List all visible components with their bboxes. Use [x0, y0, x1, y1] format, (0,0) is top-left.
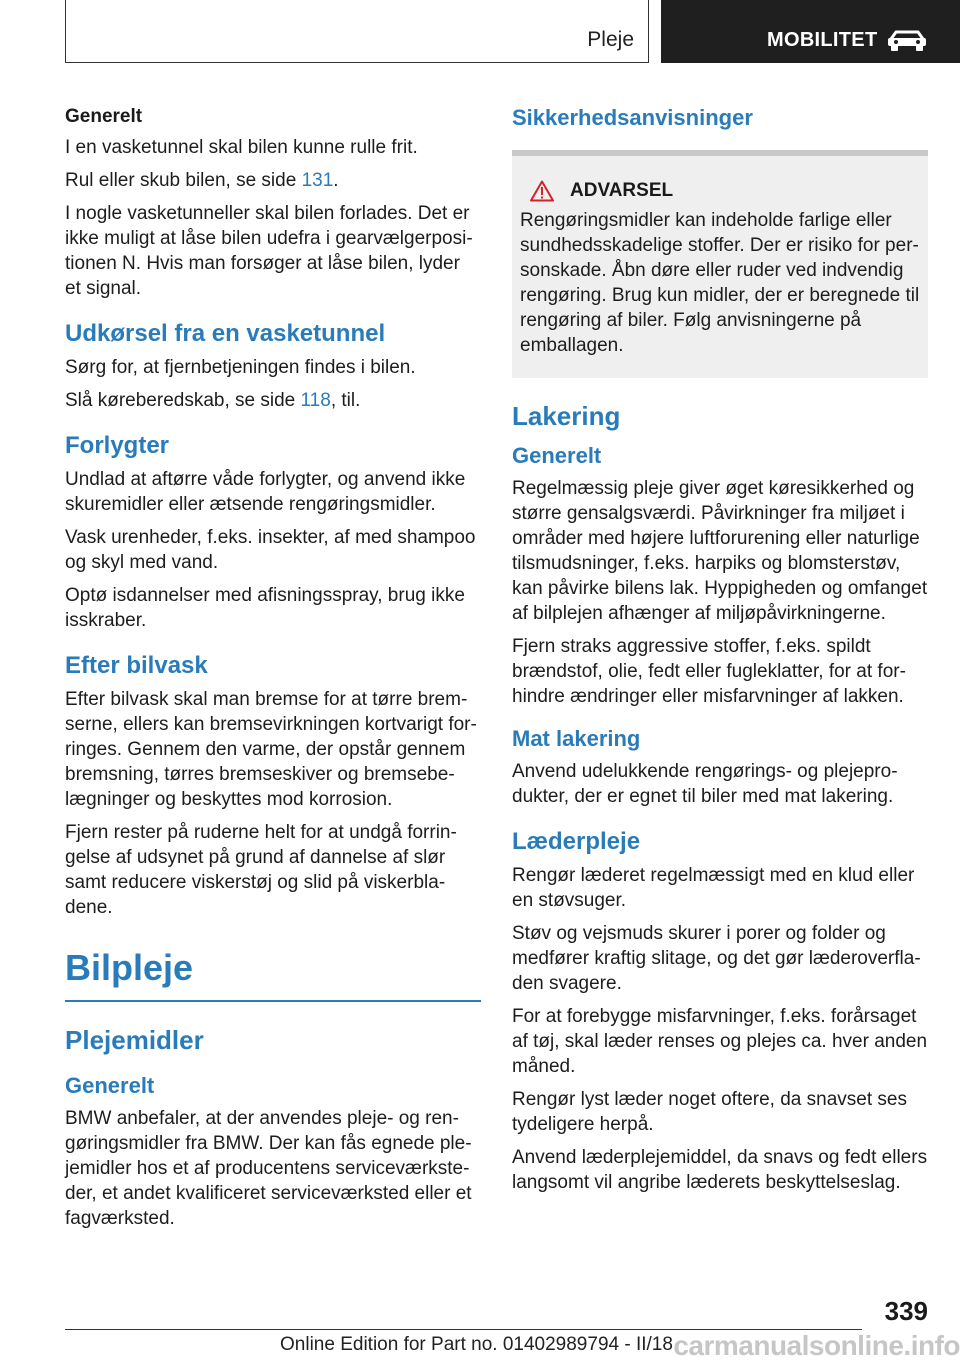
- paragraph: Sørg for, at fjernbetjeningen findes i bilen.: [65, 357, 416, 378]
- paragraph: BMW anbefaler, at der anvendes pleje- og rengøringsmidler fra BMW. Der kan fås egnede plejemidler hos et af producentens serviceværksteder, et andet kvalificeret serviceværksted eller et fagværksted.: [65, 1108, 472, 1229]
- section-label: Pleje: [587, 28, 634, 51]
- paragraph: Rengør lyst læder noget oftere, da snavset ses tydeligere herpå.: [512, 1089, 907, 1135]
- page-header: [0, 0, 960, 66]
- paragraph: Vask urenheder, f.eks. insekter, af med shampoo og skyl med vand.: [65, 527, 476, 573]
- warning-label: ADVARSEL: [570, 180, 674, 201]
- forlygter-heading: Forlygter: [65, 432, 170, 459]
- chapter-label: MOBILITET: [767, 29, 878, 51]
- paragraph: Rengør læderet regelmæssigt med en klud eller en støvsuger.: [512, 865, 915, 911]
- paragraph: I nogle vasketunneller skal bilen forlades. Det er ikke muligt at låse bilen udefra i gearvælgerpositionen N. Hvis man forsøger at låse bilen, lyder et signal.: [65, 203, 473, 299]
- right-column: [512, 104, 928, 1203]
- generelt-subheading: Generelt: [512, 443, 602, 468]
- car-icon: [887, 28, 927, 52]
- laederpleje-heading: Læderpleje: [512, 828, 641, 855]
- page-link-131[interactable]: 131: [301, 170, 334, 191]
- warning-title: [530, 180, 920, 202]
- generelt-heading: Generelt: [65, 106, 143, 127]
- warning-box: [512, 150, 928, 378]
- paragraph: Fjern rester på ruderne helt for at undgå forringelse af udsynet på grund af dannelse af slør samt reducere viskerstøj og slid på viskerbladene.: [65, 822, 457, 918]
- bilpleje-heading: Bilpleje: [65, 946, 481, 1002]
- chapter-tab: [661, 0, 960, 63]
- paragraph: I en vasketunnel skal bilen kunne rulle frit.: [65, 137, 418, 158]
- paragraph: Regelmæssig pleje giver øget køresikkerhed og større gensalgsværdi. Påvirkninger fra miljøet i områder med højere luftforurening eller naturlige tilsmudsninger, f.eks. harpiks og blomsterstøv, kan påvirke bilens lak. Hyppigheden og omfanget af bilplejen afhænger af miljøpåvirkningerne.: [512, 478, 928, 624]
- paragraph: Efter bilvask skal man bremse for at tørre bremserne, ellers kan bremsevirkningen kortvarigt forringes. Gennem den varme, der opstår gennem bremsning, tørres bremseskiver og bremsebelægninger og beskyttes mod korrosion.: [65, 689, 477, 810]
- page-link-118[interactable]: 118: [300, 390, 331, 411]
- left-column: [65, 104, 481, 1239]
- sikkerhed-heading: Sikkerhedsanvisninger: [512, 105, 753, 130]
- paragraph: Fjern straks aggressive stoffer, f.eks. spildt brændstof, olie, fedt eller fugleklatter, for at forhindre ændringer eller misfarvninger af lakken.: [512, 636, 906, 707]
- generelt-subheading: Generelt: [65, 1073, 155, 1098]
- efter-bilvask-heading: Efter bilvask: [65, 652, 208, 679]
- page-number: 339: [884, 1296, 928, 1326]
- paragraph: Optø isdannelser med afisningsspray, brug ikke isskraber.: [65, 585, 465, 631]
- paragraph: Slå køreberedskab, se side 118, til.: [65, 390, 361, 411]
- paragraph: Støv og vejsmuds skurer i porer og folder og medfører kraftig slitage, og det gør læderoverfladen svagere.: [512, 923, 921, 994]
- watermark: carmanualsonline.info: [673, 1330, 960, 1361]
- edition-text: Online Edition for Part no. 01402989794 - II/18: [280, 1334, 673, 1355]
- udkoersel-heading: Udkørsel fra en vasketunnel: [65, 320, 386, 347]
- warning-text: Rengøringsmidler kan indeholde farlige eller sundhedsskadelige stoffer. Der er risiko for personskade. Åbn døre eller ruder ved indvendig rengøring. Brug kun midler, der er beregnede til rengøring af biler. Følg anvisningerne på emballagen.: [520, 210, 920, 356]
- lakering-heading: Lakering: [512, 401, 621, 431]
- warning-triangle-icon: [530, 180, 554, 202]
- plejemidler-heading: Plejemidler: [65, 1025, 204, 1055]
- paragraph: Anvend udelukkende rengørings- og plejeprodukter, der er egnet til biler med mat lakering.: [512, 761, 898, 807]
- paragraph: Undlad at aftørre våde forlygter, og anvend ikke skuremidler eller ætsende rengøringsmidler.: [65, 469, 466, 515]
- paragraph: For at forebygge misfarvninger, f.eks. forårsaget af tøj, skal læder renses og plejes ca. hver anden måned.: [512, 1006, 928, 1077]
- mat-lakering-heading: Mat lakering: [512, 726, 641, 751]
- section-box: [65, 0, 649, 63]
- paragraph: Anvend læderplejemiddel, da snavs og fedt ellers langsomt vil angribe læderets beskyttelseslag.: [512, 1147, 928, 1193]
- paragraph: Rul eller skub bilen, se side 131.: [65, 170, 339, 191]
